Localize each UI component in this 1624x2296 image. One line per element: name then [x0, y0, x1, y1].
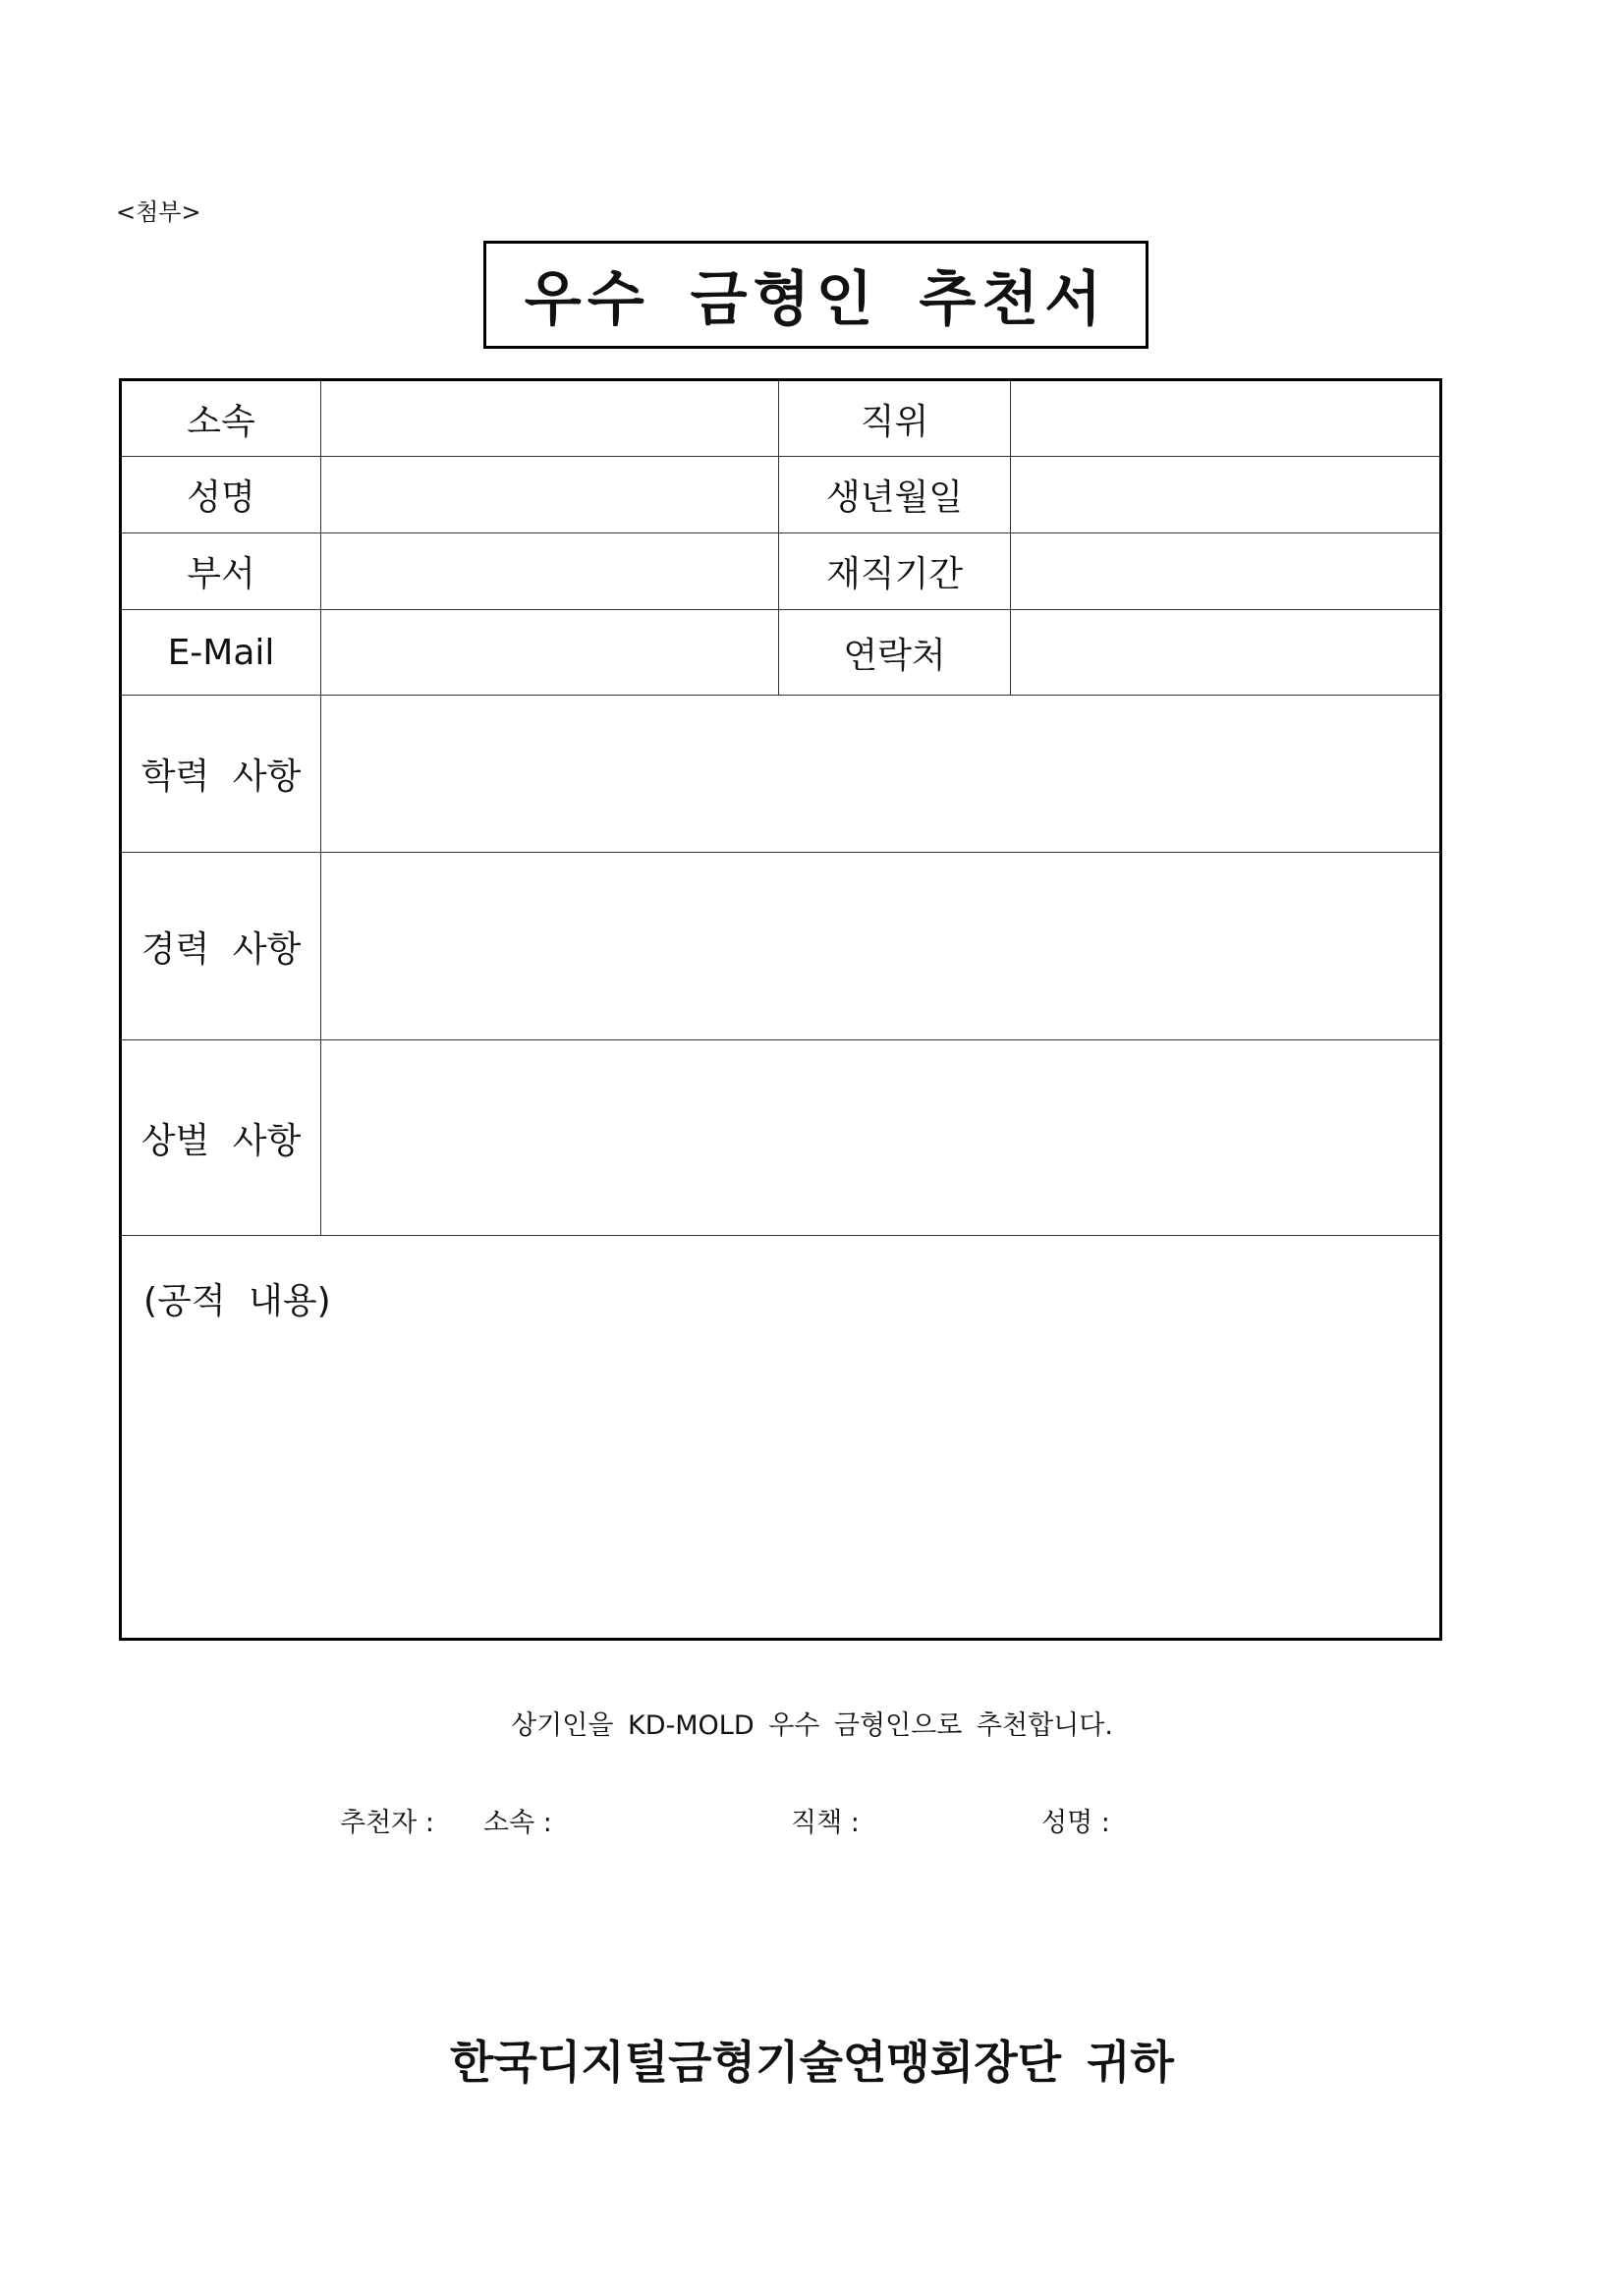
contact-label: 연락처 [779, 610, 1011, 696]
name-field[interactable] [321, 457, 779, 533]
addressee: 한국디지털금형기술연맹회장단 귀하 [450, 2036, 1174, 2089]
table-row [121, 1236, 1441, 1640]
affiliation-label: 소속 [121, 380, 321, 457]
title-box [483, 241, 1148, 349]
recommender-title-label: 직책 : [791, 1808, 860, 1838]
education-field[interactable] [321, 696, 1441, 853]
name-label: 성명 [121, 457, 321, 533]
career-label: 경력 사항 [121, 853, 321, 1040]
table-row [121, 380, 1441, 457]
birthdate-label: 생년월일 [779, 457, 1011, 533]
department-field[interactable] [321, 533, 779, 610]
table-row [121, 533, 1441, 610]
table-row [121, 696, 1441, 853]
email-field[interactable] [321, 610, 779, 696]
career-field[interactable] [321, 853, 1441, 1040]
position-label: 직위 [779, 380, 1011, 457]
birthdate-field[interactable] [1011, 457, 1441, 533]
recommendation-statement: 상기인을 KD-MOLD 우수 금형인으로 추천합니다. [511, 1710, 1113, 1741]
table-row [121, 457, 1441, 533]
achievements-field[interactable] [121, 1236, 1441, 1640]
table-row [121, 853, 1441, 1040]
education-label: 학력 사항 [121, 696, 321, 853]
achievements-label: (공적 내용) [143, 1281, 331, 1321]
table-row [121, 610, 1441, 696]
position-field[interactable] [1011, 380, 1441, 457]
recommender-label: 추천자 : [340, 1808, 434, 1838]
awards-label: 상벌 사항 [121, 1040, 321, 1236]
contact-field[interactable] [1011, 610, 1441, 696]
department-label: 부서 [121, 533, 321, 610]
page-title: 우수 금형인 추천서 [524, 265, 1108, 334]
awards-field[interactable] [321, 1040, 1441, 1236]
table-row [121, 1040, 1441, 1236]
recommender-affiliation-label: 소속 : [483, 1808, 552, 1838]
recommendation-form-table [119, 378, 1442, 1641]
attachment-label: <첨부> [116, 198, 201, 226]
tenure-field[interactable] [1011, 533, 1441, 610]
tenure-label: 재직기간 [779, 533, 1011, 610]
affiliation-field[interactable] [321, 380, 779, 457]
email-label: E-Mail [121, 610, 321, 696]
recommender-name-label: 성명 : [1041, 1808, 1110, 1838]
